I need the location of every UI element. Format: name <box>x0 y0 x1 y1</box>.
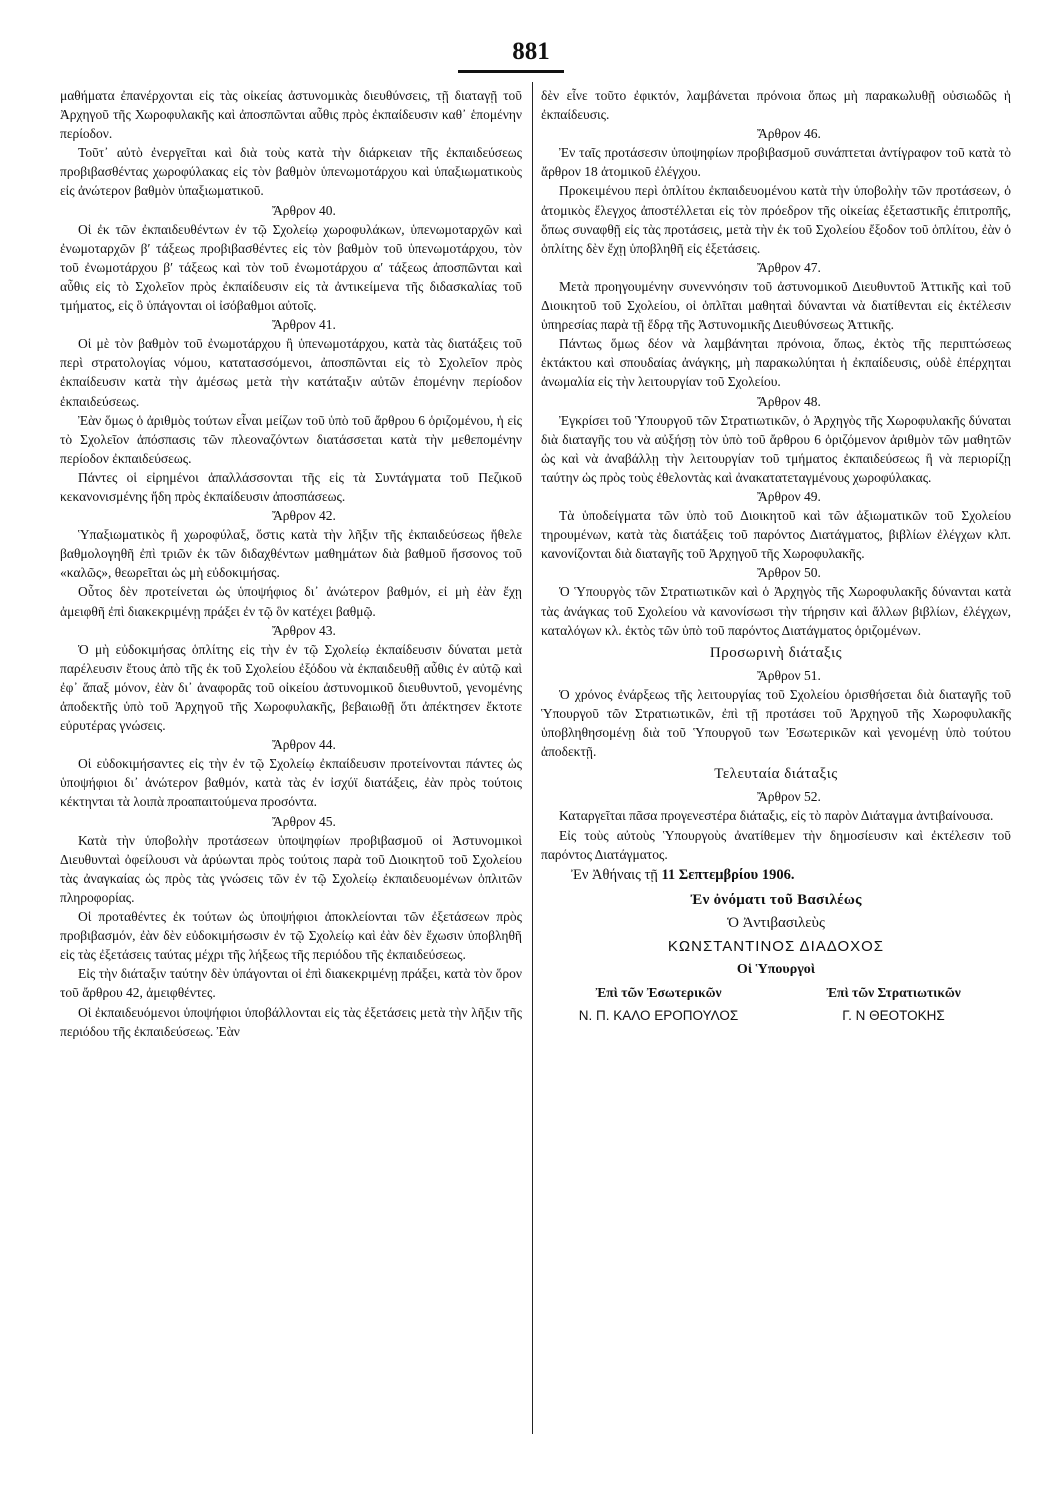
regent-name: ΚΩΝΣΤΑΝΤΙΝΟΣ ΔΙΑΔΟΧΟΣ <box>667 938 885 956</box>
paragraph: Κατὰ τὴν ὑποβολὴν προτάσεων ὑποψηφίων προβιβασμοῦ οἱ Ἀστυνομικοὶ Διευθυνταὶ ὀφείλουσι νὰ ἀρύωνται πρὸς τούτοις παρὰ τοῦ Διοικητοῦ τοῦ Σχολείου τὰς ἀναγκαίας ὡς πρὸς τὰς γνώσεις τῶν ἐν τῷ Σχολείῳ ἐκπαιδευομένων ὁπλιτῶν πληροφορίας. <box>60 832 522 905</box>
paragraph: Ὁ Ὑπουργὸς τῶν Στρατιωτικῶν καὶ ὁ Ἀρχηγὸς τῆς Χωροφυλακῆς δύνανται κατὰ τὰς ἀνάγκας τοῦ Σχολείου νὰ κανονίσωσι τὴν τήρησιν καὶ ἄλλων βιβλίων, ἐλέγχων, καταλόγων κλ. ἐκτὸς τῶν ὑπὸ τοῦ παρόντος Διατάγματος ὁριζομένων. <box>541 584 1011 638</box>
paragraph: Εἰς τὴν διάταξιν ταύτην δὲν ὑπάγονται οἱ ἐπὶ διακεκριμένῃ πράξει, κατὰ τὸν ὅρον τοῦ ἄρθρου 42, ἀμειφθέντες. <box>60 966 522 1001</box>
paragraph: Πάντως ὅμως δέον νὰ λαμβάνηται πρόνοια, ὅπως, ἐκτὸς τῆς περιπτώσεως ἐκτάκτου καὶ σπουδαίας ἀνάγκης, μὴ παρακωλύηται ἡ ἐκπαίδευσις, οὐδὲ ἐπέρχηται ἀνωμαλία εἰς τὴν λειτουργίαν τοῦ Σχολείου. <box>541 336 1011 390</box>
paragraph: Μετὰ προηγουμένην συνεννόησιν τοῦ ἀστυνομικοῦ Διευθυντοῦ Ἀττικῆς καὶ τοῦ Διοικητοῦ τοῦ Σχολείου, οἱ ὁπλῖται μαθηταὶ δύνανται νὰ διατίθενται εἰς ἐκτέλεσιν ὑπηρεσίας παρὰ τῇ ἕδρᾳ τῆς Ἀστυνομικῆς Διευθύνσεως Ἀττικῆς. <box>541 278 1011 333</box>
paragraph: Οἱ ἐκ τῶν ἐκπαιδευθέντων ἐν τῷ Σχολείῳ χωροφυλάκων, ὑπενωμοταρχῶν καὶ ἐνωμοταρχῶν β′ τάξεως προβιβασθέντες εἰς τὸν βαθμὸν τοῦ ὑπενωμοτάρχου, τὸν τοῦ ἐνωμοτάρχου β′ τάξεως καὶ τὸν τοῦ ἐνωμοτάρχου α′ τάξεως ἀποσπῶνται καὶ αὖθις εἰς τὸ Σχολεῖον πρὸς ἐκπαίδευσιν εἰς τὰ ἀντικείμενα τῆς διδασκαλίας τοῦ τμήματος, εἰς ὃ ὑπάγονται οἱ ἰσόβαθμοι αὐτοῖς. <box>60 221 522 314</box>
minister-names <box>541 1006 1011 1025</box>
header-rule <box>458 70 564 73</box>
paragraph: Ἐγκρίσει τοῦ Ὑπουργοῦ τῶν Στρατιωτικῶν, ὁ Ἀρχηγὸς τῆς Χωροφυλακῆς δύναται διὰ διαταγῆς του νὰ αὐξήσῃ τὸν ὑπὸ τοῦ ἄρθρου 6 ὁριζόμενον ἀριθμὸν τῶν μαθητῶν ὡς καὶ νὰ ἀναβάλλῃ τὴν λειτουργίαν τοῦ τμήματος ἐκπαιδεύσεως ἢ νὰ περιορίζῃ ταύτην ὡς πρὸς τοὺς ἐθελοντὰς καὶ ἀνακατατεταγμένους χωροφύλακας. <box>541 412 1011 485</box>
date-value: 11 Σεπτεμβρίου 1906. <box>661 866 795 883</box>
in-name-of-king: Ἐν ὀνόματι τοῦ Βασιλέως <box>690 891 862 908</box>
paragraph: δὲν εἶνε τοῦτο ἐφικτόν, λαμβάνεται πρόνοια ὅπως μὴ παρακωλυθῇ οὐσιωδῶς ἡ ἐκπαίδευσις. <box>541 88 1011 123</box>
left-column <box>60 86 522 1041</box>
paragraph: Καταργεῖται πᾶσα προγενεστέρα διάταξις, εἰς τὸ παρὸν Διάταγμα ἀντιβαίνουσα. <box>559 808 994 824</box>
minister-right-name: Γ. Ν ΘΕΟΤΟΚΗΣ <box>842 1008 945 1024</box>
signature-block <box>541 891 1011 1026</box>
paragraph: Οἱ μὲ τὸν βαθμὸν τοῦ ἐνωμοτάρχου ἢ ὑπενωμοτάρχου, κατὰ τὰς διατάξεις τοῦ περὶ στρατολογίας νόμου, κατατασσόμενοι, ἀποσπῶνται εἰς τὸ Σχολεῖον πρὸς ἐκπαίδευσιν κατὰ τὴν ἀμέσως μετὰ τὴν κατάταξιν αὐτῶν ἑπομένην περίοδον ἐκπαιδεύσεως. <box>60 336 522 409</box>
minister-right-title: Ἐπὶ τῶν Στρατιωτικῶν <box>826 985 961 1001</box>
paragraph: Τὰ ὑποδείγματα τῶν ὑπὸ τοῦ Διοικητοῦ καὶ τῶν ἀξιωματικῶν τοῦ Σχολείου τηρουμένων, κατὰ τὰς διατάξεις τοῦ παρόντος Διατάγματος, βιβλίων ἐλέγχων κλπ. κανονίζονται διὰ διαταγῆς τοῦ Ἀρχηγοῦ τῆς Χωροφυλακῆς. <box>541 508 1011 562</box>
regent-title: Ὁ Ἀντιβασιλεὺς <box>727 914 825 931</box>
paragraph: Ἐν ταῖς προτάσεσιν ὑποψηφίων προβιβασμοῦ συνάπτεται ἀντίγραφον τοῦ κατὰ τὸ ἄρθρον 18 ἀτομικοῦ ἐλέγχου. <box>541 145 1011 180</box>
paragraph: Προκειμένου περὶ ὁπλίτου ἐκπαιδευομένου κατὰ τὴν ὑποβολὴν τῶν προτάσεων, ὁ ἀτομικὸς ἔλεγχος ἀποστέλλεται εἰς τὸν πρόεδρον τῆς οἰκείας ἐξεταστικῆς ἐπιτροπῆς, ὅπως συναφθῇ εἰς τὰς προτάσεις, μετὰ τὴν ἐκ τοῦ Σχολείου ἔξοδον τοῦ ὁπλίτου, ἐὰν ὁ ὁπλίτης δὲν ἔχῃ ὑποβληθῆ εἰς ἐξετάσεις. <box>541 183 1011 256</box>
article-heading: Ἄρθρον 45. <box>272 813 336 829</box>
article-heading: Ἄρθρον 40. <box>272 202 336 218</box>
article-heading: Ἄρθρον 41. <box>272 317 336 333</box>
article-heading: Ἄρθρον 46. <box>757 126 821 142</box>
article-heading: Ἄρθρον 43. <box>272 622 336 638</box>
paragraph: Ὁ χρόνος ἐνάρξεως τῆς λειτουργίας τοῦ Σχολείου ὁρισθήσεται διὰ διαταγῆς τοῦ Ὑπουργοῦ τῶν Στρατιωτικῶν, ἐπὶ τῇ προτάσει τοῦ Ἀρχηγοῦ τῆς Χωροφυλακῆς ὑποβληθησομένῃ διὰ τοῦ Ὑπουργοῦ των Ἐσωτερικῶν καὶ γενομένῃ ὑπὸ τούτου ἀποδεκτῇ. <box>541 686 1011 760</box>
article-heading: Ἄρθρον 48. <box>757 393 821 409</box>
page-number: 881 <box>512 38 550 65</box>
ministers-label: Οἱ Ὑπουργοὶ <box>736 962 816 978</box>
date-prefix: Ἐν Ἀθήναις τῇ <box>571 866 662 883</box>
paragraph: Εἰς τοὺς αὐτοὺς Ὑπουργοὺς ἀνατίθεμεν τὴν δημοσίευσιν καὶ ἐκτέλεσιν τοῦ παρόντος Διατάγματος. <box>541 827 1011 862</box>
paragraph: Οἱ προταθέντες ἐκ τούτων ὡς ὑποψήφιοι ἀποκλείονται τῶν ἐξετάσεων πρὸς προβιβασμόν, ἐὰν δὲν εὐδοκιμήσωσιν ἐν τῷ Σχολείῳ καὶ ἐὰν δὲν ἔχωσιν ὑποβληθῆ εἰς τὰς ἐξετάσεις ταύτας μέχρι τῆς λήξεως τῆς περιόδου τῆς ἐκπαιδεύσεως. <box>60 909 522 963</box>
column-divider <box>532 82 533 1434</box>
paragraph: Ὁ μὴ εὐδοκιμήσας ὁπλίτης εἰς τὴν ἐν τῷ Σχολείῳ ἐκπαίδευσιν δύναται μετὰ παρέλευσιν ἔτους ἀπὸ τῆς ἐκ τοῦ Σχολείου ἐξόδου νὰ ἐκπαιδευθῇ αὖθις ἐν αὐτῷ καὶ ἐφ᾽ ἅπαξ μόνον, ἐὰν δι᾽ ἀναφορᾶς τοῦ οἰκείου ἀστυνομικοῦ διευθυντοῦ, γενομένης ἀποδεκτῆς ὑπὸ τοῦ Ἀρχηγοῦ τῆς Χωροφυλακῆς, βεβαιωθῇ ὅτι ἀπέκτησεν ἔκτοτε εὐρυτέρας γνώσεις. <box>60 641 522 734</box>
article-heading: Ἄρθρον 51. <box>757 667 821 683</box>
paragraph: Πάντες οἱ εἰρημένοι ἀπαλλάσσονται τῆς εἰς τὰ Συντάγματα τοῦ Πεζικοῦ κεκανονισμένης ἤδη πρὸς ἐκπαίδευσιν ἀποσπάσεως. <box>60 469 522 504</box>
article-heading: Ἄρθρον 52. <box>757 789 821 805</box>
article-heading: Ἄρθρον 42. <box>272 508 336 524</box>
article-heading: Ἄρθρον 49. <box>757 488 821 504</box>
paragraph: Ἐὰν ὅμως ὁ ἀριθμὸς τούτων εἶναι μείζων τοῦ ὑπὸ τοῦ ἄρθρου 6 ὁριζομένου, ἡ εἰς τὸ Σχολεῖον ἀπόσπασις τῶν πλεοναζόντων διατάσσεται κατὰ τὴν μεθεπομένην περίοδον ἐκπαιδεύσεως. <box>60 412 522 466</box>
right-column-body <box>541 86 1011 864</box>
article-heading: Ἄρθρον 44. <box>272 737 336 753</box>
minister-titles <box>541 983 1011 1002</box>
section-subheading: Προσωρινὴ διάταξις <box>709 644 843 661</box>
paragraph: μαθήματα ἐπανέρχονται εἰς τὰς οἰκείας ἀστυνομικὰς διευθύνσεις, τῇ διαταγῇ τοῦ Ἀρχηγοῦ τῆς Χωροφυλακῆς καὶ ἀποσπῶνται αὖθις πρὸς ἐκπαίδευσιν καθ᾽ ἑπομένην περίοδον. <box>60 88 522 142</box>
paragraph: Τοῦτ᾽ αὐτὸ ἐνεργεῖται καὶ διὰ τοὺς κατὰ τὴν διάρκειαν τῆς ἐκπαιδεύσεως προβιβασθέντας χωροφύλακας εἰς τὸν βαθμὸν ὑπενωμοτάρχου καὶ ὑπαξιωματικοὺς εἰς ἀνώτερον βαθμὸν ὑπαξιωματικοῦ. <box>60 145 522 199</box>
paragraph: Οἱ εὐδοκιμήσαντες εἰς τὴν ἐν τῷ Σχολείῳ ἐκπαίδευσιν προτείνονται πάντες ὡς ὑποψήφιοι δι᾽ ἀνώτερον βαθμόν, κατὰ τὰς ἐν ἰσχύϊ διατάξεις, ἐὰν πρὸς τούτοις κέκτηνται τὰ λοιπὰ προαπαιτούμενα προσόντα. <box>60 756 522 810</box>
minister-left-name: Ν. Π. ΚΑΛΟ ΕΡΟΠΟΥΛΟΣ <box>578 1008 739 1024</box>
minister-left-title: Ἐπὶ τῶν Ἐσωτερικῶν <box>595 985 722 1001</box>
paragraph: Οὗτος δὲν προτείνεται ὡς ὑποψήφιος δι᾽ ἀνώτερον βαθμόν, εἰ μὴ ἐὰν ἔχῃ ἀμειφθῆ ἐπὶ διακεκριμένῃ πράξει ἐν τῷ ὃν κατέχει βαθμῷ. <box>60 584 522 619</box>
article-heading: Ἄρθρον 50. <box>757 565 821 581</box>
paragraph: Οἱ ἐκπαιδευόμενοι ὑποψήφιοι ὑποβάλλονται εἰς τὰς ἐξετάσεις μετὰ τὴν λῆξιν τῆς περιόδου τῆς ἐκπαιδεύσεως. Ἐὰν <box>60 1004 522 1039</box>
right-column <box>541 86 1011 1029</box>
section-subheading: Τελευταία διάταξις <box>714 766 838 783</box>
article-heading: Ἄρθρον 47. <box>757 259 821 275</box>
paragraph: Ὑπαξιωματικὸς ἢ χωροφύλαξ, ὅστις κατὰ τὴν λῆξιν τῆς ἐκπαιδεύσεως ἤθελε βαθμολογηθῆ ἐπὶ τριῶν ἐκ τῶν διδαχθέντων μαθημάτων διὰ βαθμοῦ ἥσσονος τοῦ «καλῶς», θεωρεῖται ὡς μὴ εὐδοκιμήσας. <box>60 527 522 581</box>
date-line <box>541 866 1011 885</box>
